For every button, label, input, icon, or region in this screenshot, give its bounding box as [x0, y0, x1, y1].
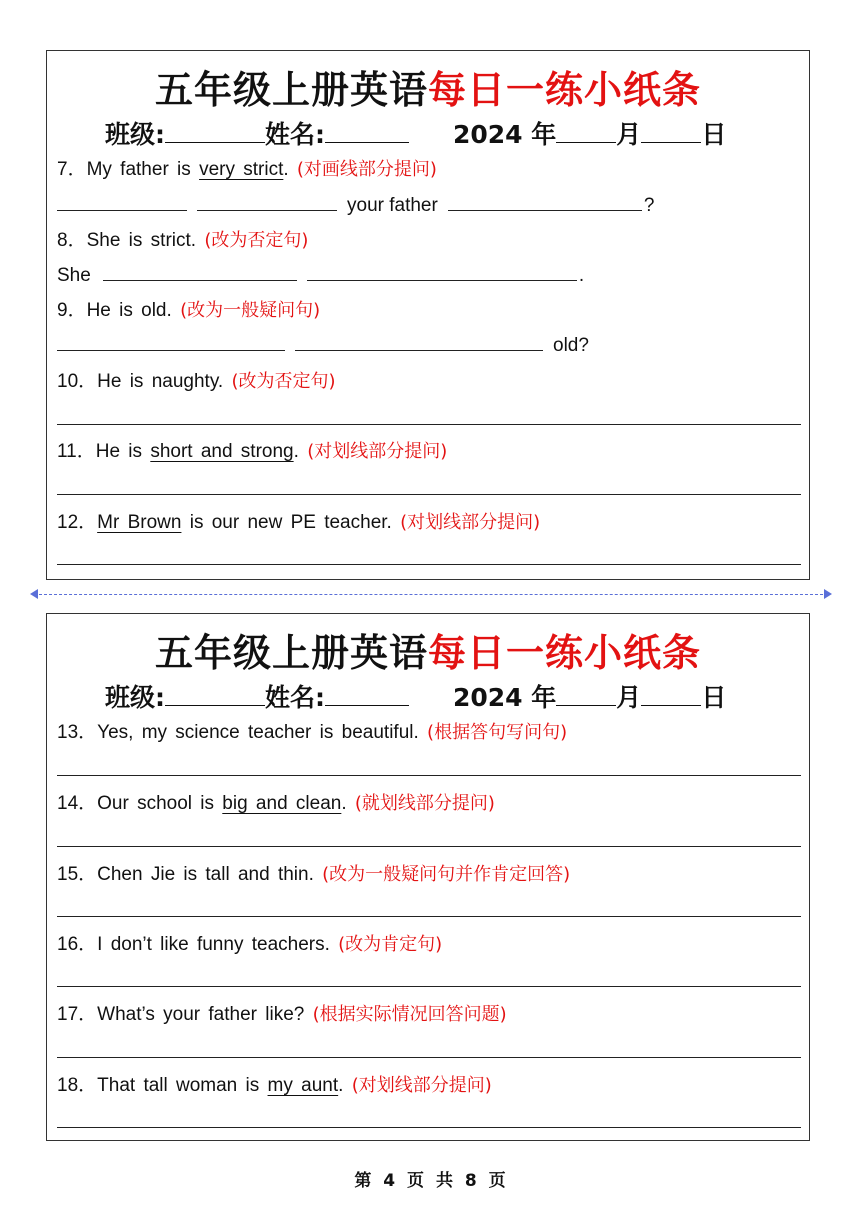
- answer-line-12[interactable]: [57, 564, 801, 565]
- answer-line-7: your father ?: [57, 190, 654, 217]
- instruction-hint: (改为一般疑问句并作肯定回答): [322, 864, 571, 885]
- question-8: 8．She is strict. (改为否定句): [57, 230, 309, 251]
- month-label: 月: [616, 683, 642, 712]
- instruction-hint: (对划线部分提问): [351, 1075, 492, 1096]
- info-line: [105, 678, 726, 714]
- title-black: 五年级上册英语: [154, 68, 428, 112]
- answer-line-18[interactable]: [57, 1127, 801, 1128]
- answer-line-10[interactable]: [57, 424, 801, 425]
- answer-blank[interactable]: [103, 260, 297, 281]
- day-label: 日: [701, 683, 727, 712]
- year-label: 2024 年: [453, 683, 557, 712]
- answer-line-17[interactable]: [57, 1057, 801, 1058]
- answer-blank[interactable]: [307, 260, 577, 281]
- underlined-phrase: my aunt: [267, 1075, 339, 1096]
- day-blank[interactable]: [641, 683, 701, 706]
- question-14: 14．Our school is big and clean. (就划线部分提问): [57, 793, 495, 814]
- question-9: 9．He is old. (改为一般疑问句): [57, 300, 321, 321]
- underlined-phrase: big and clean: [222, 793, 342, 814]
- answer-blank[interactable]: [57, 330, 285, 351]
- day-label: 日: [701, 120, 727, 149]
- title-red: 每日一练小纸条: [428, 68, 702, 112]
- instruction-hint: (对画线部分提问): [296, 159, 437, 180]
- answer-blank[interactable]: [295, 330, 543, 351]
- answer-line-13[interactable]: [57, 775, 801, 776]
- question-15: 15．Chen Jie is tall and thin. (改为一般疑问句并作肯定回答): [57, 864, 571, 885]
- answer-line-14[interactable]: [57, 846, 801, 847]
- worksheet-card-2: [46, 613, 810, 1141]
- question-10: 10．He is naughty. (改为否定句): [57, 371, 336, 392]
- class-blank[interactable]: [165, 120, 265, 143]
- month-blank[interactable]: [556, 683, 616, 706]
- instruction-hint: (就划线部分提问): [354, 793, 495, 814]
- month-blank[interactable]: [556, 120, 616, 143]
- instruction-hint: (改为一般疑问句): [180, 300, 321, 321]
- underlined-phrase: short and strong: [150, 441, 294, 462]
- answer-blank[interactable]: [197, 190, 337, 211]
- question-13: 13．Yes, my science teacher is beautiful. (根据答句写问句): [57, 722, 568, 743]
- question-12: 12．Mr Brown is our new PE teacher. (对划线部分提问): [57, 512, 541, 533]
- instruction-hint: (改为肯定句): [338, 934, 443, 955]
- name-label: 姓名:: [265, 120, 325, 149]
- answer-line-15[interactable]: [57, 916, 801, 917]
- question-7: 7．My father is very strict. (对画线部分提问): [57, 159, 437, 180]
- year-label: 2024 年: [453, 120, 557, 149]
- answer-blank[interactable]: [57, 190, 187, 211]
- instruction-hint: (根据答句写问句): [427, 722, 568, 743]
- underlined-phrase: Mr Brown: [97, 512, 182, 533]
- card-title: [47, 622, 809, 677]
- month-label: 月: [616, 120, 642, 149]
- arrow-right-icon: [824, 589, 832, 599]
- question-11: 11．He is short and strong. (对划线部分提问): [57, 441, 448, 462]
- info-line: [105, 115, 726, 151]
- name-blank[interactable]: [325, 120, 409, 143]
- question-18: 18．That tall woman is my aunt. (对划线部分提问): [57, 1075, 492, 1096]
- class-label: 班级:: [105, 120, 165, 149]
- answer-blank[interactable]: [448, 190, 642, 211]
- worksheet-card-1: [46, 50, 810, 580]
- instruction-hint: (改为否定句): [204, 230, 309, 251]
- instruction-hint: (改为否定句): [231, 371, 336, 392]
- instruction-hint: (根据实际情况回答问题): [312, 1004, 507, 1025]
- day-blank[interactable]: [641, 120, 701, 143]
- name-label: 姓名:: [265, 683, 325, 712]
- answer-line-9: old?: [57, 330, 589, 357]
- title-red: 每日一练小纸条: [428, 631, 702, 675]
- answer-line-11[interactable]: [57, 494, 801, 495]
- page-footer: 第 4 页 共 8 页: [354, 1171, 506, 1191]
- instruction-hint: (对划线部分提问): [307, 441, 448, 462]
- title-black: 五年级上册英语: [154, 631, 428, 675]
- answer-line-8: She .: [57, 260, 584, 287]
- instruction-hint: (对划线部分提问): [400, 512, 541, 533]
- cut-divider: [34, 594, 828, 595]
- answer-line-16[interactable]: [57, 986, 801, 987]
- question-17: 17．What’s your father like? (根据实际情况回答问题): [57, 1004, 507, 1025]
- question-16: 16．I don’t like funny teachers. (改为肯定句): [57, 934, 443, 955]
- name-blank[interactable]: [325, 683, 409, 706]
- underlined-phrase: very strict: [199, 159, 284, 180]
- card-title: [47, 59, 809, 114]
- class-label: 班级:: [105, 683, 165, 712]
- class-blank[interactable]: [165, 683, 265, 706]
